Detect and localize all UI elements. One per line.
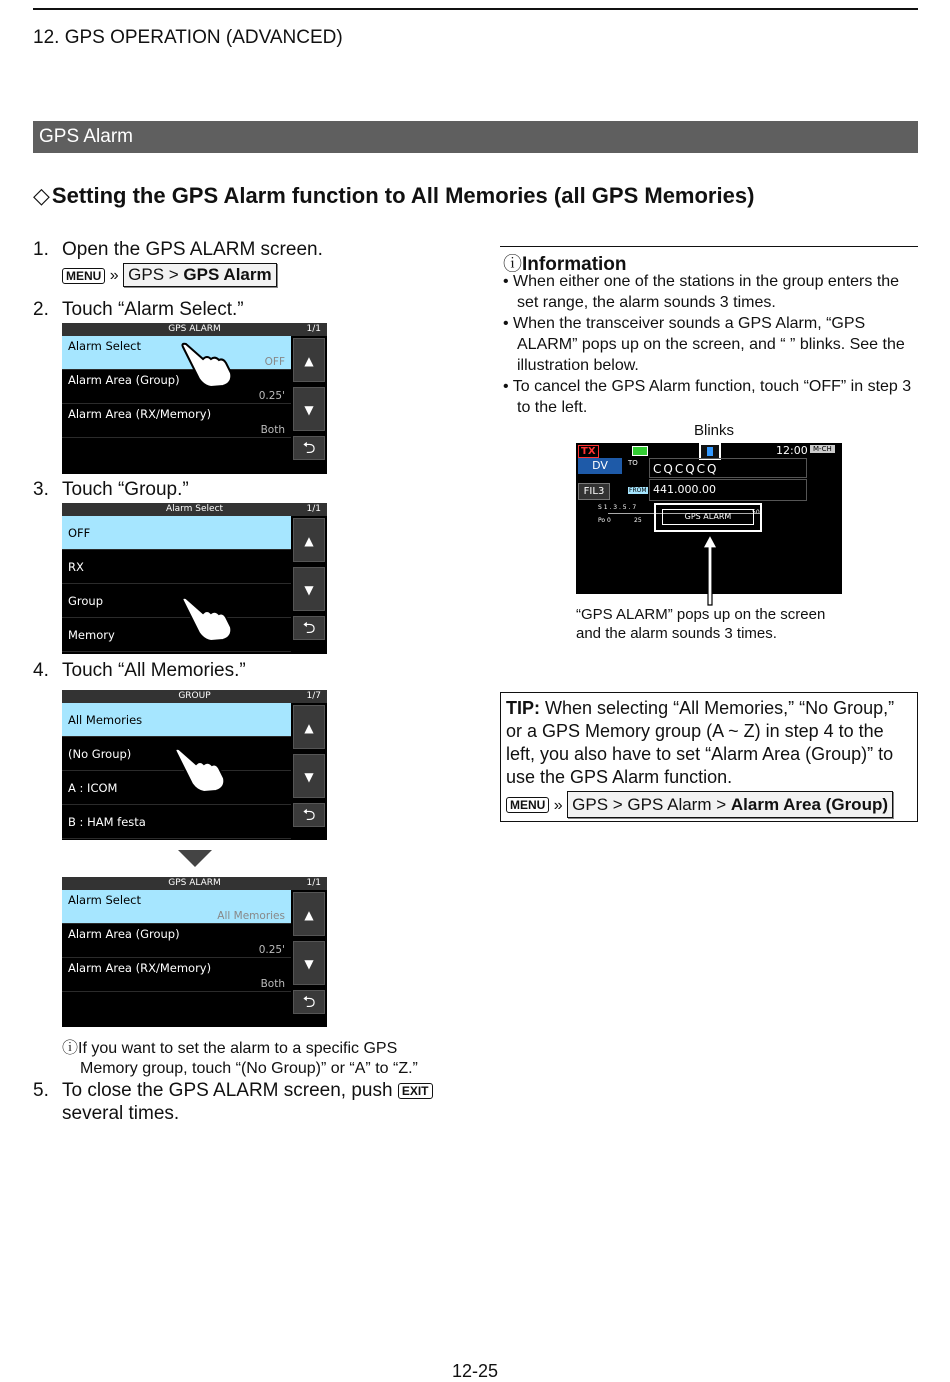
information-list [503, 271, 923, 418]
tip-menu-path: GPS > GPS Alarm > Alarm Area (Group) [567, 791, 893, 818]
option-group-b[interactable]: B : HAM festa [62, 805, 291, 839]
po-meter-label: Po 0 [598, 517, 611, 524]
meter-mark-25: 25 [634, 517, 642, 524]
step-1: 1. Open the GPS ALARM screen. [33, 239, 323, 260]
gps-alarm-screen [62, 323, 327, 474]
diamond-icon: ◇ [33, 183, 50, 208]
step-4: 4. Touch “All Memories.” [33, 660, 246, 681]
top-rule [33, 8, 918, 10]
call-sign: CQCQCQ [649, 458, 807, 478]
touch-hand-icon [177, 341, 237, 389]
info-icon: ⓘ [503, 254, 523, 275]
tip-box: TIP: When selecting “All Memories,” “No Group,” or a GPS Memory group (A ~ Z) in step 4 to the left, you also have to set “Alarm Area (Group)” to use the GPS Alarm function. MENU » GPS > GPS Alarm > Alarm Area (Group) [500, 692, 918, 822]
blinks-label: Blinks [694, 422, 735, 439]
menu-key-icon: MENU [506, 797, 549, 813]
scroll-up-button[interactable]: ▲ [293, 705, 325, 749]
exit-key-icon: EXIT [398, 1083, 433, 1099]
alarm-area-group-row[interactable]: Alarm Area (Group) 0.25' [62, 924, 291, 958]
scroll-up-button[interactable]: ▲ [293, 338, 325, 382]
tx-indicator: TX [578, 445, 599, 458]
step-1-path: MENU » GPS > GPS Alarm [62, 263, 277, 287]
back-button[interactable]: ⮌ [293, 803, 325, 827]
mch-badge: M-CH [810, 445, 835, 453]
option-no-group[interactable]: (No Group) [62, 737, 291, 771]
alarm-area-group-row[interactable]: Alarm Area (Group) 0.25' [62, 370, 291, 404]
option-all-memories[interactable]: All Memories [62, 703, 291, 737]
info-bullet: • When either one of the stations in the group enters the set range, the alarm sounds 3 times. [503, 273, 900, 311]
section-band: GPS Alarm [33, 121, 918, 153]
alarm-area-rx-memory-row[interactable]: Alarm Area (RX/Memory) Both [62, 958, 291, 992]
frequency: 441.000.00 [649, 479, 807, 501]
scroll-down-button[interactable]: ▼ [293, 754, 325, 798]
step-2: 2. Touch “Alarm Select.” [33, 299, 244, 320]
pointer-arrow-icon [700, 534, 720, 606]
menu-key-icon: MENU [62, 268, 105, 284]
info-icon: ⓘ [62, 1040, 79, 1057]
step-5-cont: several times. [62, 1103, 180, 1124]
back-button[interactable]: ⮌ [293, 616, 325, 640]
page-number: 12-25 [451, 1361, 499, 1381]
option-group[interactable]: Group [62, 584, 291, 618]
alarm-select-screen: Alarm Select 1/1 OFF RX Group Memory ▲ ▼ ⮌ [62, 503, 327, 654]
alarm-select-row[interactable]: Alarm Select All Memories [62, 890, 291, 924]
scroll-up-button[interactable]: ▲ [293, 518, 325, 562]
down-arrow-icon [178, 850, 212, 868]
gps-alarm-result-screen: GPS ALARM 1/1 Alarm Select All Memories Alarm Area (Group) 0.25' Alarm Area (RX/Memory) Both ▲ ▼ ⮌ [62, 877, 327, 1027]
battery-icon [632, 446, 648, 456]
alarm-area-rx-memory-row[interactable]: Alarm Area (RX/Memory) Both [62, 404, 291, 438]
step-5: 5. To close the GPS ALARM screen, push EXIT [33, 1080, 433, 1102]
step-4-note: ⓘIf you want to set the alarm to a specific GPS Memory group, touch “(No Group)” or “A” to “Z.” [62, 1040, 418, 1077]
fil-button[interactable]: FIL3 [578, 483, 610, 500]
scroll-down-button[interactable]: ▼ [293, 941, 325, 985]
tip-label: TIP: [506, 698, 540, 718]
s-meter-label: S 1 . 3 . 5 . 7 [598, 504, 637, 511]
option-group-a[interactable]: A : ICOM [62, 771, 291, 805]
scroll-down-button[interactable]: ▼ [293, 567, 325, 611]
back-button[interactable]: ⮌ [293, 990, 325, 1014]
scroll-down-button[interactable]: ▼ [293, 387, 325, 431]
to-label: TO [628, 459, 638, 467]
heading-text: Setting the GPS Alarm function to All Memories (all GPS Memories) [51, 183, 755, 208]
step-3: 3. Touch “Group.” [33, 479, 189, 500]
alarm-select-row[interactable]: Alarm Select OFF [62, 336, 291, 370]
option-memory[interactable]: Memory [62, 618, 291, 652]
menu-path: GPS > GPS Alarm [123, 263, 276, 287]
gps-alarm-popup: GPS ALARM [654, 503, 762, 532]
touch-hand-icon [177, 595, 237, 643]
chapter-title: 12. GPS OPERATION (ADVANCED) [33, 27, 343, 48]
option-rx[interactable]: RX [62, 550, 291, 584]
illustration-caption: “GPS ALARM” pops up on the screen and the alarm sounds 3 times. [576, 606, 826, 642]
option-off[interactable]: OFF [62, 516, 291, 550]
information-title: ⓘInformation [503, 254, 627, 275]
group-screen: GROUP 1/7 All Memories (No Group) A : ICOM B : HAM festa ▲ ▼ ⮌ [62, 690, 327, 840]
from-label: FROM [629, 487, 647, 494]
tip-text: When selecting “All Memories,” “No Group,” or a GPS Memory group (A ~ Z) in step 4 to the left, you also have to set “Alarm Area (Group)” to use the GPS Alarm function. [506, 698, 895, 787]
scroll-up-button[interactable]: ▲ [293, 892, 325, 936]
info-bullet: • When the transceiver sounds a GPS Alarm, “GPS ALARM” pops up on the screen, and “ ” blinks. See the illustration below. [503, 315, 905, 374]
mode-dv[interactable]: DV [578, 458, 622, 474]
section-heading [33, 183, 754, 209]
info-rule [500, 246, 918, 247]
info-bullet: • To cancel the GPS Alarm function, touch “OFF” in step 3 to the left. [503, 378, 912, 416]
touch-hand-icon [170, 746, 230, 794]
screen-title-bar: GPS ALARM 1/1 [62, 323, 327, 336]
clock: 12:00 [776, 444, 808, 457]
back-button[interactable]: ⮌ [293, 436, 325, 460]
